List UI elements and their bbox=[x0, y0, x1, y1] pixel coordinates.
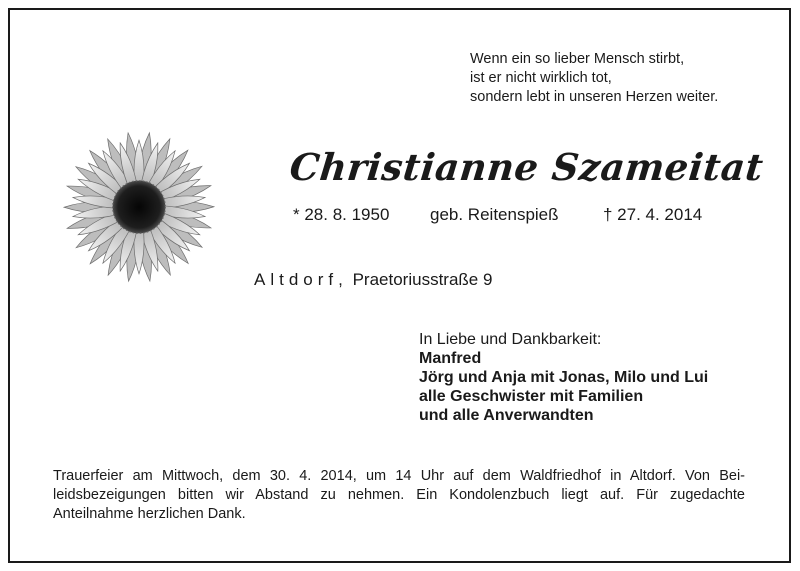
notice-line: leidsbezeigungen bitten wir Abstand zu nehmen. Ein Kondolenzbuch liegt auf. Für zugedachte bbox=[53, 487, 745, 503]
quote-line: ist er nicht wirklich tot, bbox=[470, 70, 612, 86]
birth-date: * 28. 8. 1950 bbox=[293, 205, 390, 224]
notice-line: Anteilnahme herzlichen Dank. bbox=[53, 506, 246, 522]
mourner-line: alle Geschwister mit Familien bbox=[419, 388, 644, 405]
quote-line: sondern lebt in unseren Herzen weiter. bbox=[470, 89, 719, 105]
death-date: † 27. 4. 2014 bbox=[603, 205, 703, 224]
address-town: Altdorf, bbox=[254, 270, 348, 289]
notice-line: Trauerfeier am Mittwoch, dem 30. 4. 2014, um 14 Uhr auf dem Waldfriedhof in Altdorf. Von Bei- bbox=[53, 468, 745, 484]
deceased-name: Christianne Szameitat bbox=[287, 145, 766, 189]
mourner-line: und alle Anverwandten bbox=[419, 407, 594, 424]
family-block bbox=[419, 330, 708, 425]
quote-line: Wenn ein so lieber Mensch stirbt, bbox=[470, 51, 685, 67]
sunflower-icon bbox=[58, 126, 220, 288]
address bbox=[254, 270, 492, 290]
maiden-name: geb. Reitenspieß bbox=[430, 205, 559, 224]
mourner-line: Jörg und Anja mit Jonas, Milo und Lui bbox=[419, 369, 709, 386]
funeral-notice bbox=[53, 467, 745, 524]
address-street: Praetoriusstraße 9 bbox=[352, 270, 493, 289]
mourner-line: Manfred bbox=[419, 350, 482, 367]
memorial-quote bbox=[470, 50, 718, 107]
family-intro: In Liebe und Dankbarkeit: bbox=[419, 331, 602, 348]
